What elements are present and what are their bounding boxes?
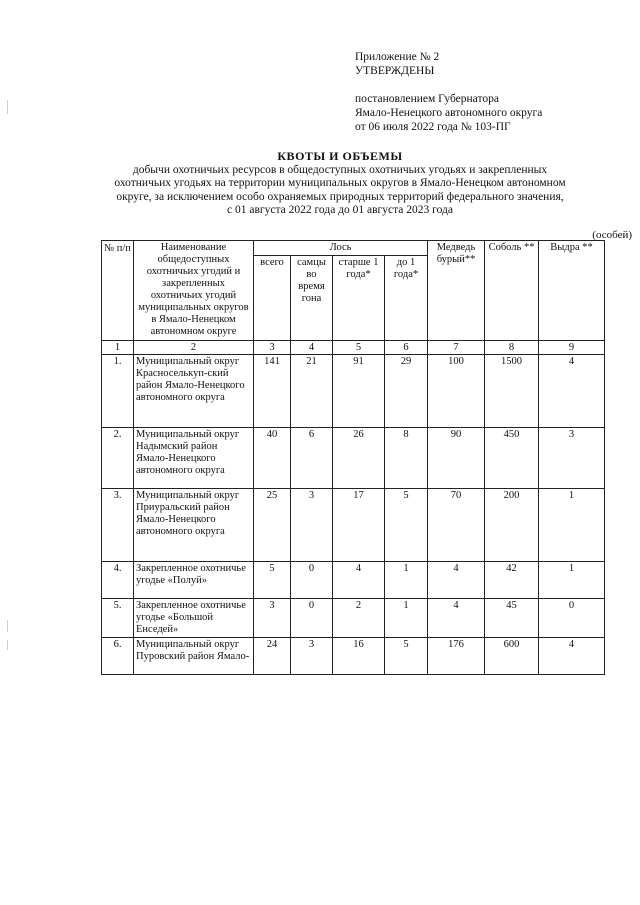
scan-artifact (7, 640, 8, 650)
row-moose-males: 21 (291, 355, 333, 428)
units-label: (особей) (592, 229, 632, 241)
row-name: Муниципальный округ Пуровский район Ямало- (134, 638, 254, 675)
header-bear: Медведь бурый** (428, 241, 485, 341)
col-number: 7 (428, 341, 485, 355)
row-moose-males: 0 (291, 599, 333, 638)
row-moose-total: 40 (254, 428, 291, 489)
col-number: 6 (385, 341, 428, 355)
row-num: 4. (102, 562, 134, 599)
row-num: 1. (102, 355, 134, 428)
row-moose-older: 4 (333, 562, 385, 599)
row-bear: 4 (428, 599, 485, 638)
table-row (102, 599, 605, 638)
row-sable: 42 (485, 562, 539, 599)
decree-date: от 06 июля 2022 года № 103-ПГ (355, 121, 511, 133)
row-sable: 45 (485, 599, 539, 638)
appendix-number: Приложение № 2 (355, 51, 440, 63)
row-moose-total: 24 (254, 638, 291, 675)
table-row (102, 428, 605, 489)
row-moose-young: 8 (385, 428, 428, 489)
row-num: 2. (102, 428, 134, 489)
region-line: Ямало-Ненецкого автономного округа (355, 107, 543, 119)
decree-line: постановлением Губернатора (355, 93, 499, 105)
row-otter: 1 (539, 489, 605, 562)
header-sable: Соболь ** (485, 241, 539, 341)
column-number-row (102, 341, 605, 355)
row-otter: 3 (539, 428, 605, 489)
row-bear: 100 (428, 355, 485, 428)
subtitle-line-2: охотничьих угодьях на территории муниципальных округов в Ямало-Ненецком автономном (114, 177, 566, 189)
row-otter: 4 (539, 355, 605, 428)
row-num: 6. (102, 638, 134, 675)
row-moose-young: 1 (385, 562, 428, 599)
row-name: Муниципальный округ Красноселькуп-ский район Ямало-Ненецкого автономного округа (134, 355, 254, 428)
row-moose-males: 3 (291, 489, 333, 562)
row-otter: 4 (539, 638, 605, 675)
header-otter: Выдра ** (539, 241, 605, 341)
header-num: № п/п (102, 241, 134, 341)
row-sable: 200 (485, 489, 539, 562)
approved-label: УТВЕРЖДЕНЫ (355, 65, 435, 77)
row-name: Муниципальный округ Надымский район Ямало-Ненецкого автономного округа (134, 428, 254, 489)
col-number: 8 (485, 341, 539, 355)
header-row-1 (102, 241, 605, 256)
row-otter: 1 (539, 562, 605, 599)
header-name: Наименование общедоступных охотничьих угодий и закрепленных охотничьих угодий муниципальных округов в Ямало-Ненецком автономном округе (134, 241, 254, 341)
col-number: 1 (102, 341, 134, 355)
row-bear: 90 (428, 428, 485, 489)
row-bear: 4 (428, 562, 485, 599)
quota-table (101, 240, 605, 675)
col-number: 3 (254, 341, 291, 355)
row-moose-older: 16 (333, 638, 385, 675)
row-moose-total: 3 (254, 599, 291, 638)
row-moose-males: 3 (291, 638, 333, 675)
approval-block (355, 50, 542, 134)
table-row (102, 355, 605, 428)
row-moose-young: 29 (385, 355, 428, 428)
col-number: 4 (291, 341, 333, 355)
row-moose-total: 5 (254, 562, 291, 599)
header-moose-total: всего (254, 256, 291, 341)
row-sable: 450 (485, 428, 539, 489)
row-otter: 0 (539, 599, 605, 638)
table-row (102, 562, 605, 599)
header-moose-young: до 1 года* (385, 256, 428, 341)
header-moose-males: самцы во время гона (291, 256, 333, 341)
scan-artifact (7, 100, 8, 114)
row-name: Муниципальный округ Приуральский район Ямало-Ненецкого автономного округа (134, 489, 254, 562)
row-bear: 176 (428, 638, 485, 675)
col-number: 5 (333, 341, 385, 355)
row-moose-older: 17 (333, 489, 385, 562)
header-moose-older: старше 1 года* (333, 256, 385, 341)
table-row (102, 638, 605, 675)
scan-artifact (7, 620, 8, 632)
row-moose-males: 6 (291, 428, 333, 489)
header-moose: Лось (254, 241, 428, 256)
row-moose-older: 2 (333, 599, 385, 638)
col-number: 2 (134, 341, 254, 355)
row-num: 3. (102, 489, 134, 562)
row-moose-young: 1 (385, 599, 428, 638)
row-moose-males: 0 (291, 562, 333, 599)
row-moose-total: 25 (254, 489, 291, 562)
subtitle-line-3: округе, за исключением особо охраняемых природных территорий федерального значения, (116, 190, 564, 203)
row-moose-older: 91 (333, 355, 385, 428)
row-moose-young: 5 (385, 638, 428, 675)
row-moose-young: 5 (385, 489, 428, 562)
row-sable: 600 (485, 638, 539, 675)
main-title: КВОТЫ И ОБЪЕМЫ (277, 149, 403, 163)
row-bear: 70 (428, 489, 485, 562)
row-moose-older: 26 (333, 428, 385, 489)
row-name: Закрепленное охотничье угодье «Большой Енседей» (134, 599, 254, 638)
row-moose-total: 141 (254, 355, 291, 428)
subtitle-line-1: добычи охотничьих ресурсов в общедоступных охотничьих угодьях и закрепленных (132, 163, 548, 176)
subtitle-line-4: с 01 августа 2022 года до 01 августа 2023 года (227, 204, 453, 216)
row-sable: 1500 (485, 355, 539, 428)
col-number: 9 (539, 341, 605, 355)
document-title (60, 150, 620, 218)
table-row (102, 489, 605, 562)
row-num: 5. (102, 599, 134, 638)
row-name: Закрепленное охотничье угодье «Полуй» (134, 562, 254, 599)
